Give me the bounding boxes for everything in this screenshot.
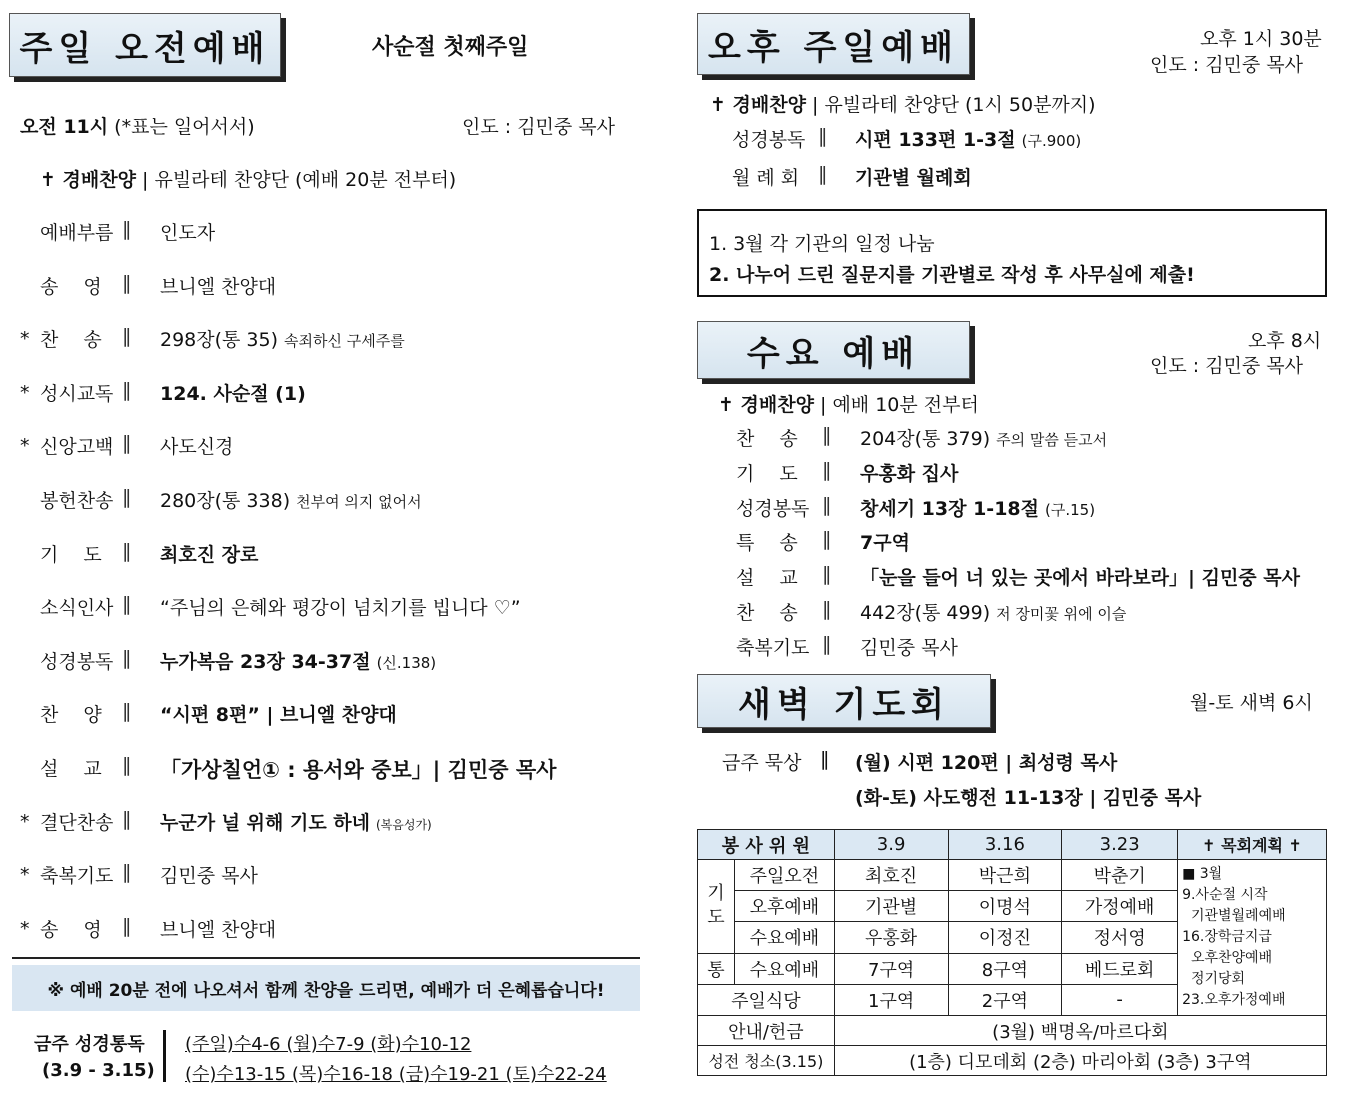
order-value-text: 280장(통 338): [160, 490, 291, 512]
dawn-line-1: (월) 시편 120편 | 최성령 목사: [855, 752, 1118, 774]
afternoon-praise-value: 유빌라테 찬양단 (1시 50분까지): [824, 94, 1096, 116]
order-value-text: 누군가 널 위해 기도 하네: [160, 812, 370, 834]
star-mark: *: [20, 918, 30, 940]
plan-line: ■ 3월: [1182, 866, 1223, 882]
plan-line: 정기당회: [1182, 971, 1246, 987]
order-label: 찬 송: [736, 428, 798, 450]
order-value-text: 298장(통 35): [160, 329, 279, 351]
duty-cell: 박근희: [948, 860, 1062, 891]
dawn-meditation-label: 금주 묵상: [722, 752, 802, 774]
order-label: 예배부름: [40, 222, 114, 244]
order-value-text: 「가상칠언① : 용서와 중보」| 김민중 목사: [160, 758, 557, 782]
order-label: 설 교: [736, 567, 798, 589]
usher-value: (3월) 백명옥/마르다회: [834, 1016, 1326, 1046]
order-value: [160, 915, 276, 942]
morning-praise-label: ✝ 경배찬양: [40, 169, 136, 191]
morning-praise-value: 유빌라테 찬양단 (예배 20분 전부터): [154, 169, 457, 191]
duty-row-name: 수요예배: [734, 922, 834, 953]
clean-label: 성전 청소(3.15): [698, 1046, 835, 1076]
separator: ‖: [122, 325, 132, 347]
order-label: 기 도: [40, 544, 102, 566]
order-label: 결단찬송: [40, 812, 114, 834]
order-note: (구.900): [1021, 132, 1082, 150]
duty-date: 3.16: [948, 830, 1062, 860]
dawn-line-2: (화-토) 사도행전 11-13장 | 김민중 목사: [855, 787, 1202, 809]
wednesday-service-title: 수요 예배: [697, 321, 970, 379]
order-value-text: 최호진 장로: [160, 544, 259, 566]
order-note: 속죄하신 구세주를: [284, 332, 405, 350]
afternoon-notice-line-1: 1. 3월 각 기관의 일정 나눔: [709, 233, 935, 255]
duty-cell: 베드로회: [1062, 953, 1178, 984]
reading-label-1: 금주 성경통독: [34, 1034, 145, 1055]
duty-date: 3.23: [1062, 830, 1178, 860]
order-value: [860, 563, 1300, 590]
order-value: [160, 593, 521, 620]
star-mark: *: [20, 328, 30, 350]
dawn-prayer-title: 새벽 기도회: [697, 674, 991, 728]
clean-value: (1층) 디모데회 (2층) 마리아회 (3층) 3구역: [834, 1046, 1326, 1076]
afternoon-notice-line-2: 2. 나누어 드린 질문지를 기관별로 작성 후 사무실에 제출!: [709, 264, 1195, 286]
meal-label: 주일식당: [698, 984, 835, 1015]
order-value: [860, 528, 910, 555]
order-note: (복음성가): [376, 818, 432, 832]
group-pass: 통: [698, 953, 735, 984]
afternoon-time: 오후 1시 30분: [1200, 28, 1322, 50]
order-value: [160, 432, 233, 459]
afternoon-notice-box: [697, 209, 1327, 297]
order-value: [860, 424, 1107, 451]
order-label: 신앙고백: [40, 436, 114, 458]
duty-cell: 정서영: [1062, 922, 1178, 953]
separator: ‖: [122, 754, 132, 776]
morning-time-note: (*표는 일어서서): [114, 116, 255, 138]
order-value: [160, 700, 397, 727]
order-value: [160, 647, 436, 674]
separator: ‖: [122, 540, 132, 562]
order-note: 저 장미꽃 위에 이슬: [996, 605, 1127, 623]
plan-title: ✝ 목회계획 ✝: [1178, 830, 1327, 860]
order-value-text: 인도자: [160, 222, 216, 244]
order-label: 찬 송: [40, 329, 102, 351]
order-value: [160, 218, 215, 245]
order-value-text: 사도신경: [160, 436, 234, 458]
star-mark: *: [20, 811, 30, 833]
notice-banner: [12, 965, 640, 1011]
separator: ‖: [122, 218, 132, 240]
duty-cell: 최호진: [834, 860, 948, 891]
order-value-text: 시편 133편 1-3절: [855, 129, 1016, 151]
order-value-text: 124. 사순절 (1): [160, 383, 306, 405]
separator: ‖: [122, 379, 132, 401]
separator: ‖: [122, 808, 132, 830]
order-value-text: 창세기 13장 1-18절: [860, 498, 1039, 520]
order-value: [160, 486, 422, 513]
order-label: 기 도: [736, 463, 798, 485]
separator: ‖: [122, 432, 132, 454]
star-mark: *: [20, 382, 30, 404]
plan-list: [1178, 860, 1327, 1016]
duty-roster-table: [697, 829, 1327, 1076]
order-value: [160, 540, 258, 567]
wednesday-praise-label: ✝ 경배찬양: [718, 394, 814, 416]
order-value: [860, 459, 958, 486]
duty-cell: 7구역: [834, 953, 948, 984]
afternoon-praise-label: ✝ 경배찬양: [710, 94, 806, 116]
duty-cell: 기관별: [834, 891, 948, 922]
order-value: [160, 272, 276, 299]
separator: ‖: [122, 915, 132, 937]
order-value-text: 김민중 목사: [860, 637, 958, 659]
duty-cell: 이명석: [948, 891, 1062, 922]
separator: ‖: [122, 861, 132, 883]
plan-line: 23.오후가정예배: [1182, 992, 1286, 1008]
order-label: 성경봉독: [40, 651, 114, 673]
order-note: 주의 말씀 듣고서: [996, 431, 1108, 449]
afternoon-leader: 인도 : 김민중 목사: [1150, 54, 1303, 76]
group-prayer: 기 도: [698, 860, 735, 954]
order-note: (신.138): [376, 654, 437, 672]
order-value-text: 442장(통 499): [860, 602, 991, 624]
order-value-text: 브니엘 찬양대: [160, 276, 277, 298]
order-value: [860, 633, 958, 660]
separator: ‖: [822, 459, 832, 481]
duty-row-name: 오후예배: [734, 891, 834, 922]
order-value: [160, 325, 405, 352]
separator: |: [142, 169, 149, 191]
divider: [12, 957, 640, 959]
separator: ‖: [822, 528, 832, 550]
separator: ‖: [122, 647, 132, 669]
separator: ‖: [122, 700, 132, 722]
duty-cell: -: [1062, 984, 1178, 1015]
morning-time: 오전 11시: [20, 116, 109, 138]
duty-cell: 박춘기: [1062, 860, 1178, 891]
order-value-text: 7구역: [860, 532, 910, 554]
duty-cell: 2구역: [948, 984, 1062, 1015]
separator: ‖: [822, 598, 832, 620]
reading-line-2: (수)수13-15 (목)수16-18 (금)수19-21 (토)수22-24: [185, 1064, 607, 1085]
order-value-text: 김민중 목사: [160, 865, 258, 887]
order-label: 설 교: [40, 758, 102, 780]
order-value-text: 204장(통 379): [860, 428, 991, 450]
afternoon-praise: [710, 90, 1096, 117]
plan-line: 16.장학금지급: [1182, 929, 1272, 945]
plan-line: 오후찬양예배: [1182, 950, 1273, 966]
reading-line-1: (주일)수4-6 (월)수7-9 (화)수10-12: [185, 1034, 472, 1055]
order-value-text: 기관별 월례회: [855, 167, 972, 189]
separator: |: [820, 394, 827, 416]
order-note: (구.15): [1045, 501, 1096, 519]
separator: ‖: [818, 163, 828, 185]
dawn-time: 월-토 새벽 6시: [1190, 692, 1313, 714]
star-mark: *: [20, 864, 30, 886]
order-label: 송 영: [40, 276, 102, 298]
plan-line: 9.사순절 시작: [1182, 887, 1268, 903]
order-value: [860, 598, 1126, 625]
separator: ‖: [822, 563, 832, 585]
star-mark: *: [20, 435, 30, 457]
morning-praise: [40, 165, 456, 192]
order-note: 천부여 의지 없어서: [296, 493, 422, 511]
wednesday-time: 오후 8시: [1248, 330, 1322, 352]
order-label: 찬 송: [736, 602, 798, 624]
order-value-text: “시편 8편” | 브니엘 찬양대: [160, 704, 397, 726]
order-label: 축복기도: [736, 637, 810, 659]
separator: |: [812, 94, 819, 116]
morning-time-line: [20, 112, 255, 139]
order-value: [855, 125, 1081, 152]
reading-divider: [163, 1030, 166, 1082]
duty-cell: 우홍화: [834, 922, 948, 953]
order-value: [160, 808, 432, 835]
order-value: [860, 494, 1095, 521]
order-label: 월 례 회: [732, 167, 800, 189]
separator: ‖: [122, 272, 132, 294]
order-value-text: 「눈을 들어 너 있는 곳에서 바라보라」| 김민중 목사: [860, 567, 1300, 589]
wednesday-leader: 인도 : 김민중 목사: [1150, 355, 1303, 377]
order-value: [160, 754, 556, 784]
duty-cell: 가정예배: [1062, 891, 1178, 922]
duty-cell: 1구역: [834, 984, 948, 1015]
duty-header-label: 봉 사 위 원: [698, 830, 835, 860]
order-value: [160, 379, 306, 406]
usher-label: 안내/헌금: [698, 1016, 835, 1046]
order-value-text: 브니엘 찬양대: [160, 919, 277, 941]
separator: ‖: [820, 748, 830, 770]
order-label: 찬 양: [40, 704, 102, 726]
plan-line: 기관별월례예배: [1182, 908, 1286, 924]
morning-service-title: 주일 오전예배: [9, 13, 281, 77]
separator: ‖: [822, 633, 832, 655]
reading-label-2: (3.9 - 3.15): [42, 1060, 155, 1081]
order-value: [855, 163, 972, 190]
order-value: [160, 861, 258, 888]
morning-subtitle: 사순절 첫째주일: [372, 35, 529, 60]
duty-row-name: 주일오전: [734, 860, 834, 891]
afternoon-service-title: 오후 주일예배: [697, 13, 970, 75]
separator: ‖: [818, 125, 828, 147]
order-value-text: 우홍화 집사: [860, 463, 959, 485]
duty-date: 3.9: [834, 830, 948, 860]
order-label: 축복기도: [40, 865, 114, 887]
separator: ‖: [122, 486, 132, 508]
order-label: 봉헌찬송: [40, 490, 114, 512]
morning-leader: 인도 : 김민중 목사: [462, 116, 615, 138]
order-label: 소식인사: [40, 597, 114, 619]
wednesday-praise: [718, 390, 979, 417]
separator: ‖: [822, 494, 832, 516]
notice-text: ※ 예배 20분 전에 나오셔서 함께 찬양을 드리면, 예배가 더 은혜롭습니다!: [47, 980, 605, 1001]
duty-row-name: 수요예배: [734, 953, 834, 984]
order-label: 성경봉독: [732, 129, 806, 151]
order-label: 특 송: [736, 532, 798, 554]
order-label: 성경봉독: [736, 498, 810, 520]
order-label: 송 영: [40, 919, 102, 941]
wednesday-praise-value: 예배 10분 전부터: [832, 394, 979, 416]
order-value-text: “주님의 은혜와 평강이 넘치기를 빕니다 ♡”: [160, 597, 521, 619]
order-label: 성시교독: [40, 383, 114, 405]
order-value-text: 누가복음 23장 34-37절: [160, 651, 371, 673]
duty-cell: 이정진: [948, 922, 1062, 953]
separator: ‖: [822, 424, 832, 446]
duty-cell: 8구역: [948, 953, 1062, 984]
separator: ‖: [122, 593, 132, 615]
